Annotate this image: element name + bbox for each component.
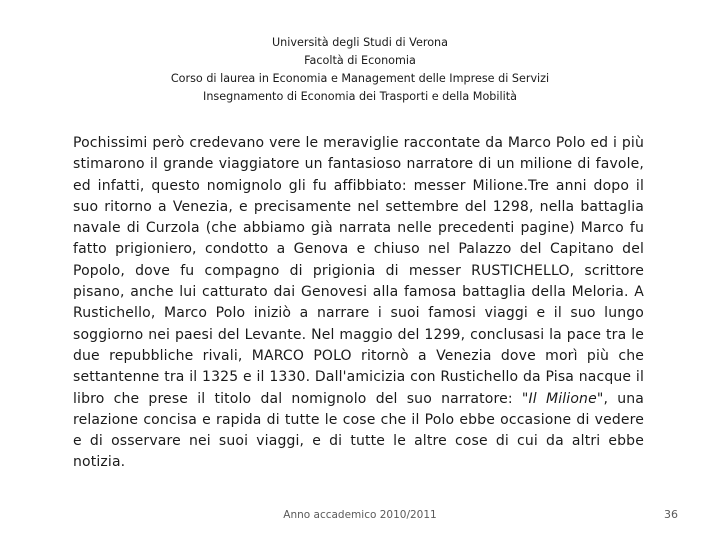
degree-course: Corso di laurea in Economia e Management delle Imprese di Servizi <box>170 72 550 85</box>
paragraph-text-end: , una relazione concisa e rapida di tutte le cose che il Polo ebbe occasione di vedere e di osservare nei suoi viaggi, e di tutte le altre cose di cui da altri ebbe notizia. <box>73 390 644 471</box>
faculty-name: Facoltà di Economia <box>304 54 416 67</box>
university-name: Università degli Studi di Verona <box>271 36 448 49</box>
academic-year: Anno accademico 2010/2011 <box>283 509 437 521</box>
slide-header <box>0 34 720 106</box>
body-paragraph <box>73 133 644 474</box>
course-title: Insegnamento di Economia dei Trasporti e della Mobilità <box>203 90 517 103</box>
page-number: 36 <box>664 508 678 521</box>
paragraph-text-main: Pochissimi però credevano vere le meraviglie raccontate da Marco Polo ed i più stimarono il grande viaggiatore un fantasioso narratore di un milione di favole, ed infatti, questo nomignolo gli fu affibbiato: messer Milione.Tre anni dopo il suo ritorno a Venezia, e precisamente nel settembre del 1298, nella battaglia navale di Curzola (che abbiamo già narrata nelle precedenti pagine) Marco fu fatto prigioniero, condotto a Genova e chiuso nel Palazzo del Capitano del Popolo, dove fu compagno di prigionia di messer RUSTICHELLO, scrittore pisano, anche lui catturato dai Genovesi alla famosa battaglia della Meloria. A Rustichello, Marco Polo iniziò a narrare i suoi famosi viaggi e il suo lungo soggiorno nei paesi del Levante. Nel maggio del 1299, conclusasi la pace tra le due repubbliche rivali, MARCO POLO ritornò a Venezia dove morì più che settantenne tra il 1325 e il 1330. Dall'amicizia con Rustichello da Pisa nacque il libro che prese il titolo dal nomignolo del suo narratore: <box>73 135 644 407</box>
book-title: "Il Milione" <box>521 390 604 407</box>
paragraph-text <box>73 133 644 474</box>
